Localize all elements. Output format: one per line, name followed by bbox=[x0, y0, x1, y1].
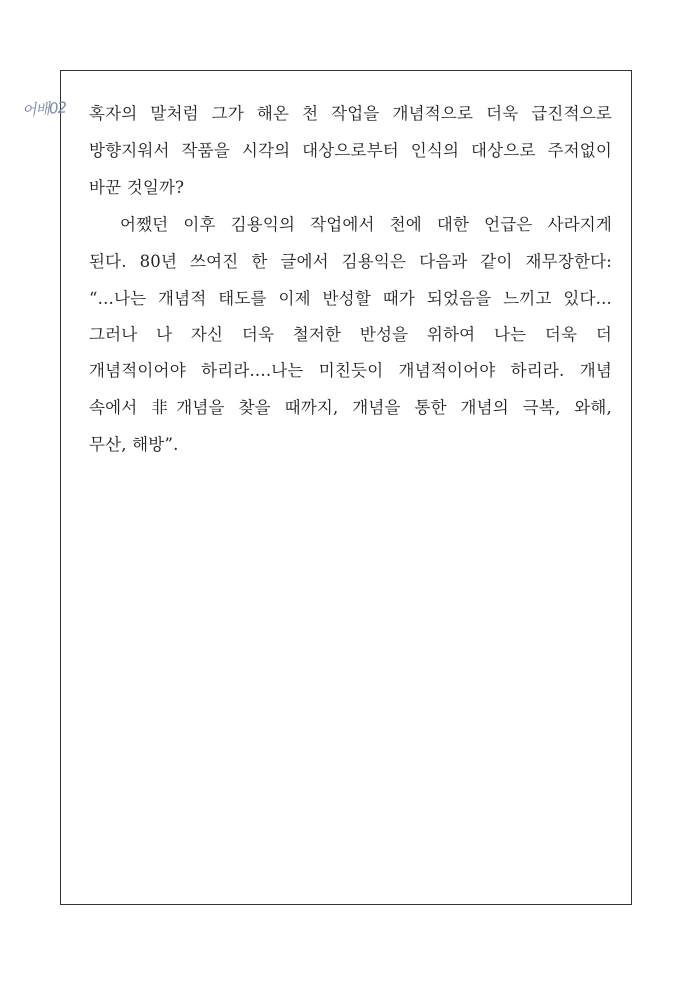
text-line: 어쨌던 이후 김용익의 작업에서 천에 대한 언급은 사라지게 bbox=[120, 215, 612, 234]
text-line: 혹자의 말처럼 그가 해온 천 작업을 개념적으로 더욱 급진적으로 bbox=[89, 104, 612, 123]
text-line: 무산, 해방”. bbox=[89, 435, 179, 454]
handwritten-note: 어배02 bbox=[21, 98, 67, 120]
text-line: 개념적이어야 하리라....나는 미친듯이 개념적이어야 하리라. 개념 bbox=[89, 361, 612, 380]
text-line: 방향지워서 작품을 시각의 대상으로부터 인식의 대상으로 주저없이 bbox=[89, 141, 612, 160]
text-line: “...나는 개념적 태도를 이제 반성할 때가 되었음을 느끼고 있다... bbox=[89, 289, 612, 308]
text-line: 그러나 나 자신 더욱 철저한 반성을 위하여 나는 더욱 더 bbox=[89, 325, 612, 344]
text-line: 속에서 非개념을 찾을 때까지, 개념을 통한 개념의 극복, 와해, bbox=[89, 398, 612, 417]
text-line: 바꾼 것일까? bbox=[89, 178, 185, 197]
text-line: 된다. 80년 쓰여진 한 글에서 김용익은 다음과 같이 재무장한다: bbox=[89, 252, 612, 271]
